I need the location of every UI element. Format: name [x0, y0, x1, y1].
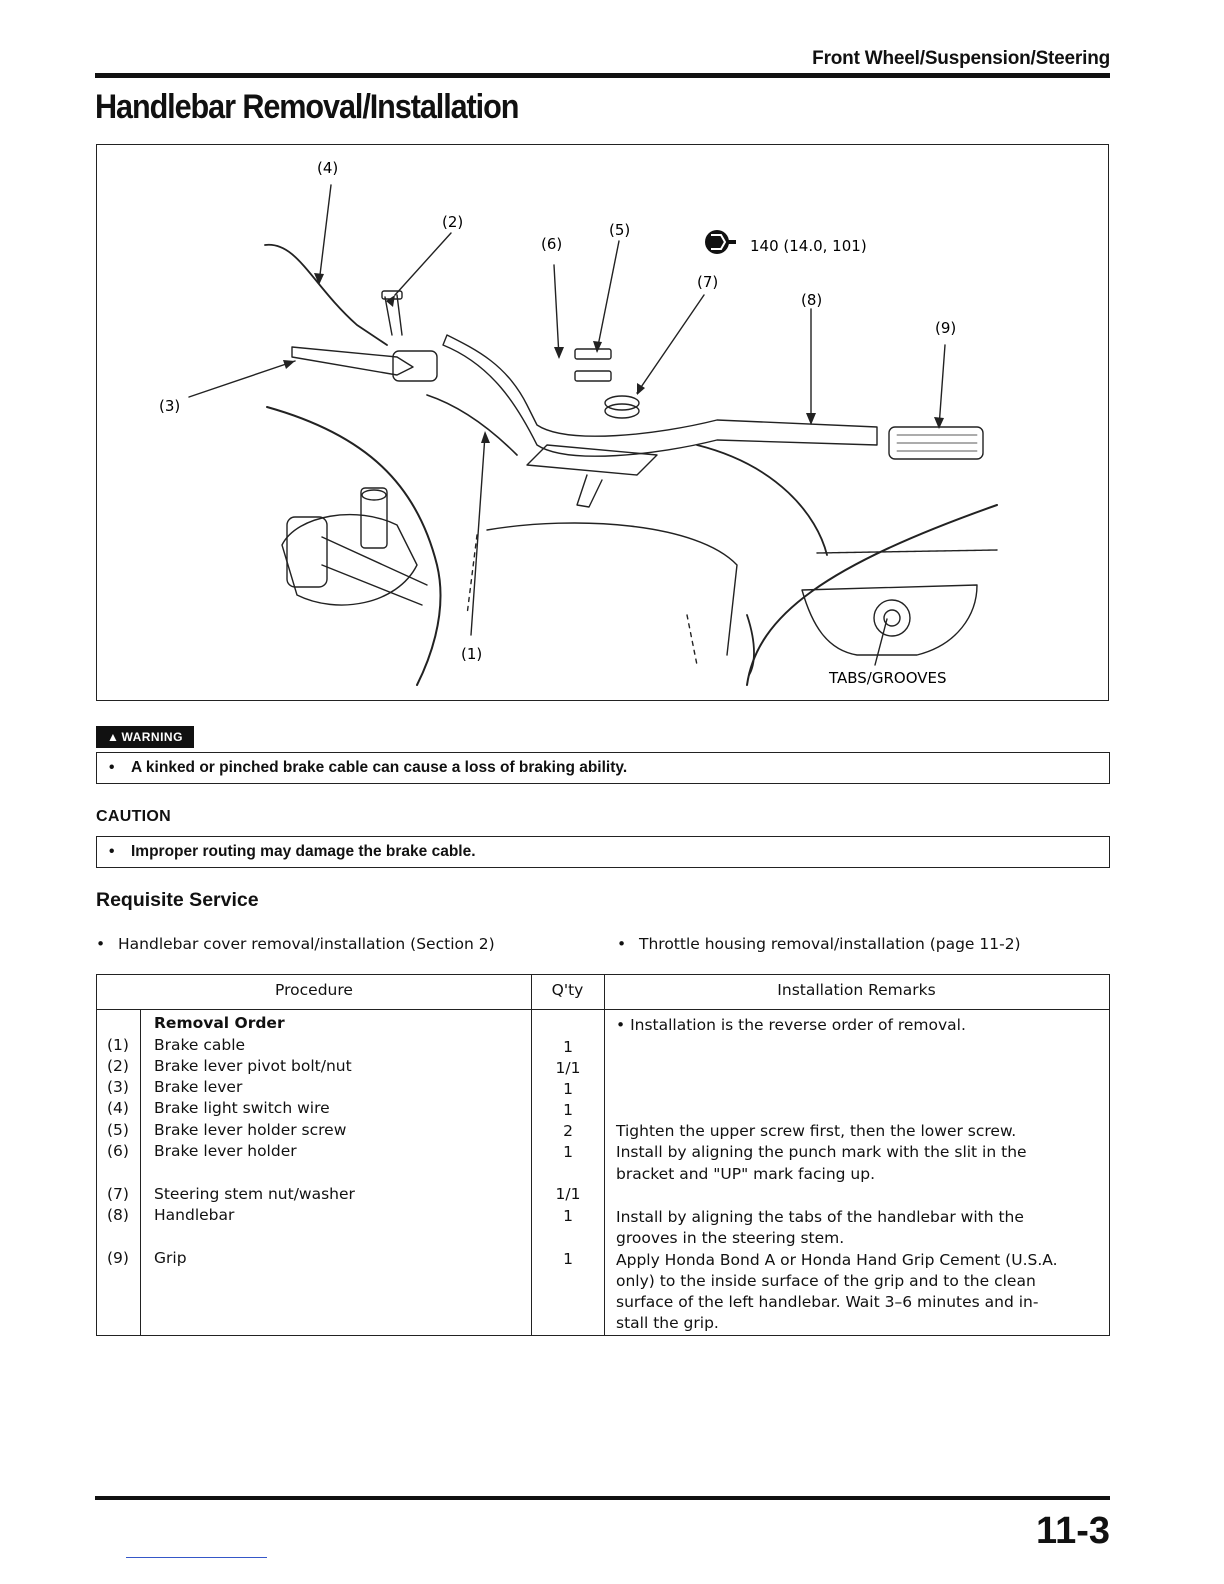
holder-screw-upper [575, 349, 611, 359]
leader-1 [471, 435, 485, 635]
remark-line: grooves in the steering stem. [616, 1229, 845, 1247]
handlebar-diagram [97, 145, 1110, 702]
leader-6 [554, 265, 559, 357]
header-divider [97, 1009, 1109, 1010]
row-qty: 1/1 [555, 1185, 581, 1203]
footer-mark [126, 1557, 267, 1558]
brake-lever-shape [292, 347, 413, 375]
row-procedure: Brake lever holder screw [154, 1121, 347, 1139]
left-control-box [287, 517, 327, 587]
torque-wrench-icon [705, 230, 736, 254]
row-procedure: Steering stem nut/washer [154, 1185, 355, 1203]
bullet-icon: • [109, 843, 115, 860]
holder-screw-lower [575, 371, 611, 381]
caution-text: Improper routing may damage the brake cable. [131, 843, 476, 860]
remark-line: only) to the inside surface of the grip and to the clean [616, 1272, 1036, 1290]
detail-housing [802, 585, 977, 655]
page-number: 11-3 [1036, 1510, 1110, 1552]
row-qty: 1 [563, 1101, 573, 1119]
callout-7: (7) [697, 273, 719, 291]
leader-5 [597, 241, 619, 351]
row-procedure: Grip [154, 1249, 187, 1267]
brake-cable-line [265, 245, 387, 345]
remark-line: Install by aligning the punch mark with the slit in the [616, 1143, 1027, 1161]
row-number: (9) [107, 1249, 129, 1267]
leader-3 [189, 361, 295, 397]
caution-box [96, 836, 1110, 868]
remark-line: • Installation is the reverse order of removal. [616, 1016, 966, 1034]
left-handlebar-stub [322, 537, 427, 605]
panel-curve [487, 523, 737, 655]
row-qty: 1 [563, 1250, 573, 1268]
brake-lever-holder [393, 351, 437, 381]
remark-line: stall the grip. [616, 1314, 719, 1332]
remark-line: surface of the left handlebar. Wait 3–6 minutes and in- [616, 1293, 1039, 1311]
leader-7 [637, 295, 704, 393]
body-outline-right [747, 505, 997, 685]
warning-text: A kinked or pinched brake cable can cause a loss of braking ability. [131, 759, 628, 776]
header-procedure: Procedure [275, 981, 353, 999]
row-qty: 2 [563, 1122, 573, 1140]
header-rule [95, 73, 1110, 78]
warning-triangle-icon: ▲ [107, 730, 120, 744]
warning-tag [96, 726, 194, 748]
panel-edge [467, 535, 697, 665]
section-header: Front Wheel/Suspension/Steering [812, 48, 1110, 69]
remark-line: Install by aligning the tabs of the handlebar with the [616, 1208, 1024, 1226]
row-number: (2) [107, 1057, 129, 1075]
row-qty: 1 [563, 1038, 573, 1056]
row-procedure: Brake lever pivot bolt/nut [154, 1057, 352, 1075]
bullet-icon: • [617, 935, 627, 953]
remark-line: Apply Honda Bond A or Honda Hand Grip Cement (U.S.A. [616, 1251, 1058, 1269]
bullet-icon: • [109, 759, 115, 776]
remark-line: Tighten the upper screw first, then the lower screw. [616, 1122, 1017, 1140]
requisite-item: • Throttle housing removal/installation (page 11-2) [617, 935, 1021, 953]
requisite-item: • Handlebar cover removal/installation (Section 2) [96, 935, 495, 953]
header-remarks: Installation Remarks [777, 981, 936, 999]
torque-spec: 140 (14.0, 101) [750, 237, 867, 255]
stem-nut [605, 396, 639, 410]
bullet-icon: • [96, 935, 106, 953]
body-outline-left [267, 407, 440, 685]
row-procedure: Brake light switch wire [154, 1099, 330, 1117]
callout-1: (1) [461, 645, 483, 663]
callout-2: (2) [442, 213, 464, 231]
row-procedure: Brake cable [154, 1036, 246, 1054]
warning-tag-label: WARNING [121, 730, 183, 744]
row-number: (8) [107, 1206, 129, 1224]
bracket-post [361, 488, 387, 548]
column-divider [140, 1009, 141, 1335]
row-number: (3) [107, 1078, 129, 1096]
body-outline-mid [697, 445, 827, 675]
row-qty: 1 [563, 1080, 573, 1098]
leader-tabs [875, 619, 887, 665]
footer-rule [95, 1496, 1110, 1500]
requisite-service-title: Requisite Service [96, 889, 259, 911]
handlebar-tube [443, 335, 877, 456]
header-qty: Q'ty [551, 981, 584, 999]
row-procedure: Brake lever [154, 1078, 243, 1096]
callout-4: (4) [317, 159, 339, 177]
row-number: (7) [107, 1185, 129, 1203]
tabs-grooves-label: TABS/GROOVES [829, 669, 947, 687]
column-divider [604, 975, 605, 1335]
exploded-view-figure [96, 144, 1109, 701]
warning-box [96, 752, 1110, 784]
row-procedure: Brake lever holder [154, 1142, 297, 1160]
row-procedure: Handlebar [154, 1206, 235, 1224]
row-number: (4) [107, 1099, 129, 1117]
leader-9 [939, 345, 945, 427]
procedure-table [96, 974, 1110, 1336]
removal-order-title: Removal Order [154, 1014, 285, 1032]
callout-8: (8) [801, 291, 823, 309]
page-title: Handlebar Removal/Installation [95, 88, 519, 126]
callout-5: (5) [609, 221, 631, 239]
row-qty: 1 [563, 1207, 573, 1225]
remark-line: bracket and "UP" mark facing up. [616, 1165, 875, 1183]
row-qty: 1/1 [555, 1059, 581, 1077]
leader-4 [319, 185, 331, 283]
callout-3: (3) [159, 397, 181, 415]
left-switch-housing [282, 515, 417, 605]
row-number: (6) [107, 1142, 129, 1160]
row-number: (1) [107, 1036, 129, 1054]
caution-title: CAUTION [96, 808, 171, 825]
row-qty: 1 [563, 1143, 573, 1161]
callout-9: (9) [935, 319, 957, 337]
callout-6: (6) [541, 235, 563, 253]
leader-2 [395, 233, 451, 295]
row-number: (5) [107, 1121, 129, 1139]
detail-stem-hole [874, 600, 910, 636]
